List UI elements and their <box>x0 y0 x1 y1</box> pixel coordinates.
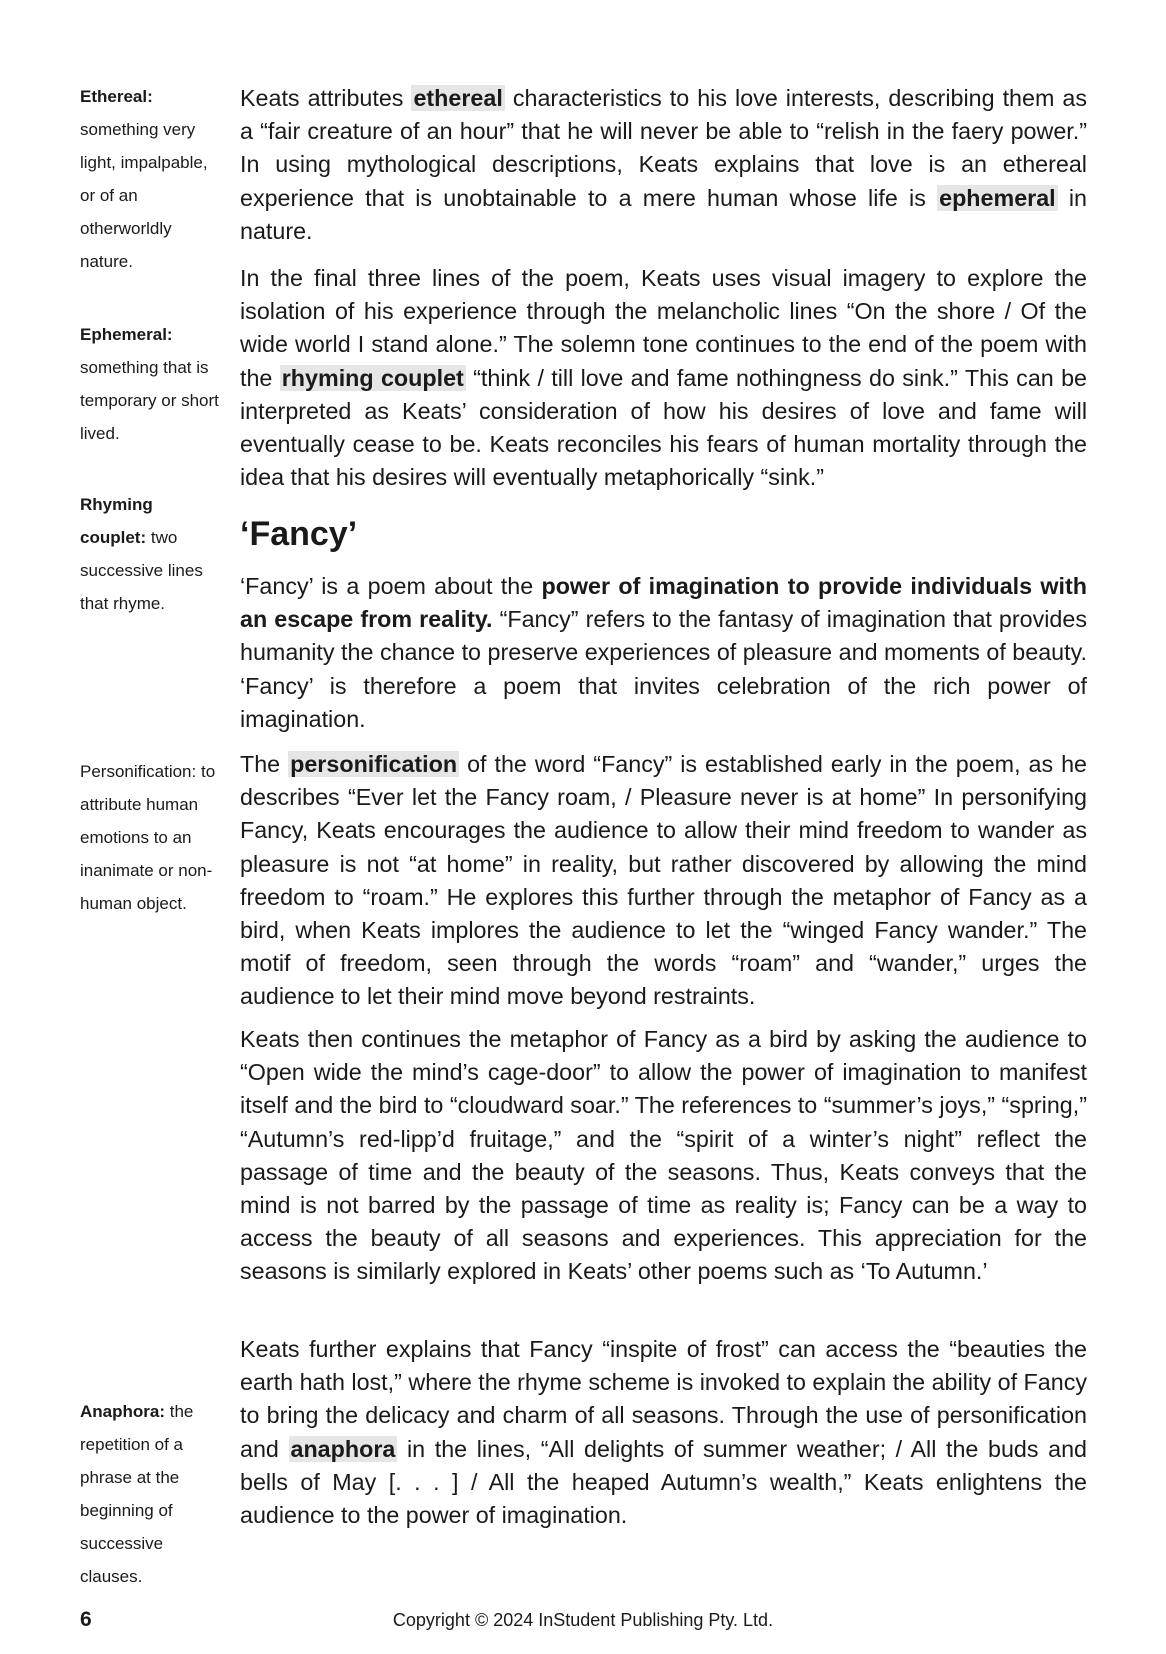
glossary-ethereal <box>80 80 220 278</box>
glossary-definition: something that is temporary or short lived. <box>80 358 219 443</box>
text: Keats attributes <box>240 85 412 111</box>
keyword-anaphora: anaphora <box>290 1435 396 1462</box>
section-heading: ‘Fancy’ <box>240 515 358 553</box>
paragraph-final-lines <box>240 262 1087 494</box>
paragraph-ethereal <box>240 82 1087 248</box>
text: In the final three lines of the poem, Keats uses visual imagery to explore the isolation of his experience through the melancholic lines “On the shore / Of the wide world I stand alone.” The solemn tone continues to the end of the poem with the <box>240 265 1087 391</box>
paragraph-anaphora <box>240 1333 1087 1532</box>
keyword-personification: personification <box>290 751 458 777</box>
text: in the lines, “All delights of summer weather; / All the buds and bells of May [. . . ] / All the heaped Autumn’s wealth,” Keats enlightens the audience to the power of imagination. <box>240 1435 1088 1529</box>
copyright: Copyright © 2024 InStudent Publishing Pty. Ltd. <box>392 1610 774 1630</box>
keyword-ethereal: ethereal <box>413 85 503 111</box>
glossary-definition: two successive lines that rhyme. <box>80 528 203 613</box>
text: Keats then continues the metaphor of Fancy as a bird by asking the audience to “Open wide the mind’s cage-door” to allow the power of imagination to manifest itself and the bird to “cloudward soar.” The references to “summer’s joys,” “spring,” “Autumn’s red-lipp’d fruitage,” and the “spirit of a winter’s night” reflect the passage of time and the beauty of the seasons. Thus, Keats conveys that the mind is not barred by the passage of time as reality is; Fancy can be a way to access the beauty of all seasons and experiences. This appreciation for the seasons is similarly explored in Keats’ other poems such as ‘To Autumn.’ <box>240 1026 1087 1285</box>
glossary-term: Ethereal: <box>80 87 153 106</box>
glossary-term: Personification: <box>80 762 197 781</box>
text: ‘Fancy’ is a poem about the <box>240 573 542 599</box>
glossary-ephemeral <box>80 318 220 450</box>
glossary-term: Ephemeral: <box>80 325 173 344</box>
glossary-personification <box>80 755 220 920</box>
paragraph-personification <box>240 748 1087 1014</box>
glossary-rhyming-couplet <box>80 488 220 620</box>
keyword-ephemeral: ephemeral <box>939 184 1056 211</box>
text: “Fancy” refers to the fantasy of imagination that provides humanity the chance to preserve experiences of pleasure and moments of beauty. ‘Fancy’ is therefore a poem that invites celebration of the rich power of imagination. <box>240 606 1087 732</box>
text: Keats further explains that Fancy “inspite of frost” can access the “beauties the earth hath lost,” where the rhyme scheme is invoked to explain the ability of Fancy to bring the delicacy and charm of all seasons. Through the use of personification and <box>240 1336 1087 1462</box>
text: The <box>240 751 289 777</box>
glossary-term: Rhyming couplet: <box>80 495 153 547</box>
paragraph-fancy-intro <box>240 570 1087 736</box>
glossary-anaphora <box>80 1395 220 1593</box>
glossary-term: Anaphora: <box>80 1402 165 1421</box>
text: characteristics to his love interests, describing them as a “fair creature of an hour” that he will never be able to “relish in the faery power.” In using mythological descriptions, Keats explains that love is an ethereal experience that is unobtainable to a mere human whose life is <box>240 85 1087 211</box>
text: in nature. <box>240 184 1088 244</box>
paragraph-bird-metaphor <box>240 1023 1087 1289</box>
glossary-definition: the repetition of a phrase at the beginning of successive clauses. <box>80 1402 194 1586</box>
glossary-definition: something very light, impalpable, or of an otherworldly nature. <box>80 120 208 271</box>
key-idea: power of imagination to provide individuals with an escape from reality. <box>240 573 1087 633</box>
page-number: 6 <box>80 1608 92 1631</box>
text: of the word “Fancy” is established early in the poem, as he describes “Ever let the Fancy roam, / Pleasure never is at home” In personifying Fancy, Keats encourages the audience to allow their mind freedom to wander as pleasure is not “at home” in reality, but rather discovered by allowing the mind freedom to “roam.” He explores this further through the metaphor of Fancy as a bird, when Keats implores the audience to let the “winged Fancy wander.” The motif of freedom, seen through the words “roam” and “wander,” urges the audience to let their mind move beyond restraints. <box>240 751 1088 1010</box>
text: “think / till love and fame nothingness do sink.” This can be interpreted as Keats’ consideration of how his desires of love and fame will eventually cease to be. Keats reconciles his fears of human mortality through the idea that his desires will eventually metaphorically “sink.” <box>240 364 1087 491</box>
keyword-rhyming-couplet: rhyming couplet <box>281 364 464 391</box>
glossary-definition: to attribute human emotions to an inanimate or non-human object. <box>80 762 216 913</box>
